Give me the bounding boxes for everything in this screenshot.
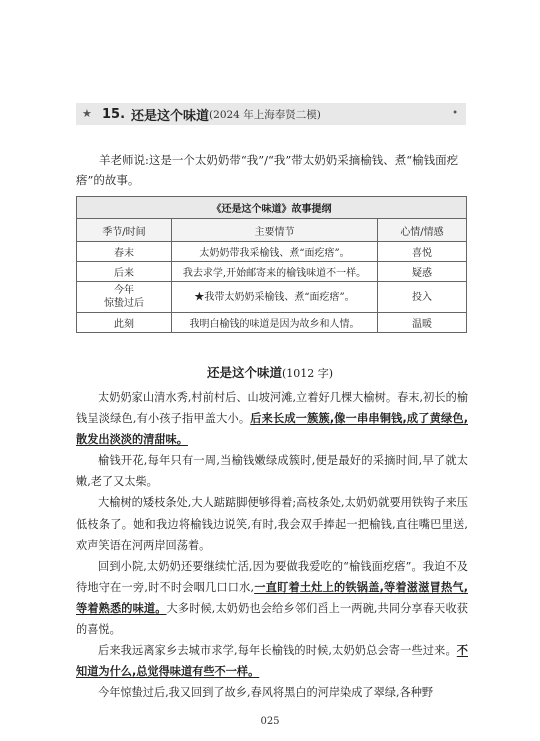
- table-row: [77, 313, 467, 333]
- essay-body: [76, 387, 468, 703]
- question-source: (2024 年上海奉贤二模): [209, 108, 321, 121]
- essay-paragraph: [76, 387, 468, 450]
- question-header: [76, 103, 466, 125]
- page-number: 025: [260, 716, 280, 727]
- star-icon: ★: [82, 107, 92, 120]
- table-cell: 我去求学,开始邮寄来的榆钱味道不一样。: [172, 262, 378, 282]
- outline-header-time: 季节/时间: [77, 219, 172, 242]
- table-cell: 太奶奶带我采榆钱、煮“面疙瘩”。: [172, 242, 378, 262]
- essay-paragraph: [76, 492, 468, 555]
- table-row: [77, 242, 467, 262]
- table-cell: 投入: [378, 282, 467, 313]
- outline-header-mood: 心情/情感: [378, 219, 467, 242]
- outline-table: [76, 196, 467, 333]
- question-number: 15.: [102, 106, 126, 122]
- table-row: [77, 282, 467, 313]
- question-title: 还是这个味道: [131, 108, 210, 124]
- table-cell: ★我带太奶奶采榆钱、煮“面疙瘩”。: [172, 282, 378, 313]
- table-cell: 喜悦: [378, 242, 467, 262]
- essay-paragraph: [76, 556, 468, 640]
- essay-title-text: 还是这个味道: [206, 365, 282, 380]
- underlined-sentence: 一直盯着土灶上的铁锅盖,等着滋滋冒热气,等着熟悉的味道。: [76, 580, 468, 615]
- outline-header-plot: 主要情节: [172, 219, 378, 242]
- essay-title: [0, 363, 540, 381]
- paragraph-text: 太奶奶家山清水秀,村前村后、山坡河滩,立着好几棵大榆树。春末,初长的榆钱呈淡绿色,有小孩子指甲盖大小。: [76, 391, 468, 426]
- essay-paragraph: [76, 682, 468, 703]
- paragraph-text: 大多时候,太奶奶也会给乡邻们舀上一两碗,共同分享春天收获的喜悦。: [76, 601, 468, 637]
- paragraph-text: 后来我远离家乡去城市求学,每年长榆钱的时候,太奶奶总会寄一些过来。: [98, 644, 457, 658]
- paragraph-text: 大榆树的矮枝条处,大人踮踮脚便够得着;高枝条处,太奶奶就要用铁钩子来压低枝条了。她和我边将榆钱边说笑,有时,我会双手捧起一把榆钱,直往嘴巴里送,欢声笑语在河两岸回荡着。: [76, 496, 468, 552]
- paragraph-text: 今年惊蛰过后,我又回到了故乡,春风将黑白的河岸染成了翠绿,各种野: [98, 686, 434, 700]
- intro-text: 羊老师说:这是一个太奶奶带“我”/“我”带太奶奶采摘榆钱、煮“榆钱面疙瘩”的故事。: [76, 153, 459, 187]
- table-cell: 疑惑: [378, 262, 467, 282]
- table-cell: 春末: [77, 242, 172, 262]
- paragraph-text: 榆钱开花,每年只有一周,当榆钱嫩绿成簇时,便是最好的采摘时间,早了就太嫩,老了又太柴。: [76, 454, 468, 489]
- essay-paragraph: [76, 640, 468, 682]
- underlined-sentence: 后来长成一簇簇,像一串串铜钱,成了黄绿色,散发出淡淡的清甜味。: [76, 412, 468, 447]
- table-cell: 今年 惊蛰过后: [77, 282, 172, 313]
- table-cell: 后来: [77, 262, 172, 282]
- table-row: [77, 262, 467, 282]
- table-cell: 我明白榆钱的味道是因为故乡和人情。: [172, 313, 378, 333]
- outline-caption: 《还是这个味道》故事提纲: [77, 197, 467, 219]
- dot-icon: •: [452, 108, 458, 119]
- paragraph-text: 回到小院,太奶奶还要继续忙活,因为要做我爱吃的“榆钱面疙瘩”。我迫不及待地守在一旁,时不时会咽几口口水,: [76, 559, 468, 594]
- underlined-sentence: 不知道为什么,总觉得味道有些不一样。: [76, 644, 468, 679]
- table-cell: 此刻: [77, 313, 172, 333]
- essay-paragraph: [76, 450, 468, 492]
- essay-word-count: (1012 字): [281, 367, 334, 380]
- table-cell: 温暖: [378, 313, 467, 333]
